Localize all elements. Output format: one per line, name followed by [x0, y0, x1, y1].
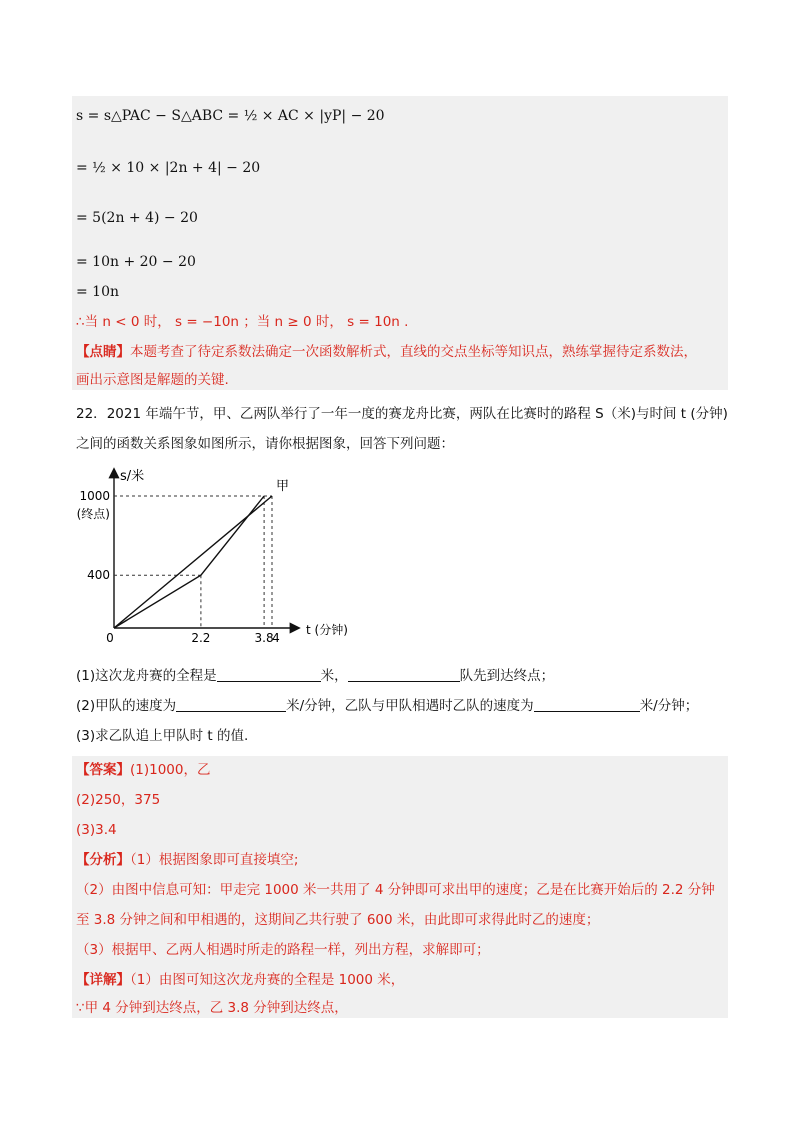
question-stem-line-2: 之间的函数关系图象如图所示，请你根据图象，回答下列问题：: [76, 436, 454, 452]
y-axis-label: s/米: [120, 469, 145, 484]
series-annotation-jia: 甲: [276, 479, 290, 494]
answer-line-2: (2)250，375: [76, 792, 161, 808]
detail-line-1: [76, 970, 404, 990]
analysis-line-4: （3）根据甲、乙两人相遇时所走的路程一样，列出方程，求解即可；: [76, 942, 490, 958]
formula-line: = 5(2n + 4) − 20: [76, 210, 198, 226]
x-axis-label: t (分钟): [306, 623, 348, 637]
sub2-middle: 米/分钟，乙队与甲队相遇时乙队的速度为: [286, 698, 534, 714]
analysis-line-2: （2）由图中信息可知：甲走完 1000 米一共用了 4 分钟即可求出甲的速度；乙是在比赛开始后的 2.2 分钟: [76, 882, 715, 898]
origin-label: 0: [106, 631, 114, 645]
x-tick-label: 2.2: [191, 631, 211, 645]
sub1-unit: 米，: [320, 668, 348, 684]
comment-line: [76, 342, 697, 362]
formula-line: = 10n: [76, 284, 120, 300]
detail-text-1: （1）由图可知这次龙舟赛的全程是 1000 米，: [130, 972, 405, 988]
sub2-prefix: (2)甲队的速度为: [76, 698, 177, 714]
sub2-suffix: 米/分钟；: [639, 698, 699, 714]
answer-blank-speed-yi[interactable]: [534, 697, 640, 712]
distance-time-chart: [76, 464, 380, 648]
answer-blank-distance[interactable]: [217, 667, 321, 682]
sub-question-2: [76, 696, 698, 716]
analysis-line-3: 至 3.8 分钟之间和甲相遇的，这期间乙共行驶了 600 米，由此即可求得此时乙的速度；: [76, 912, 600, 928]
comment-text: 本题考查了待定系数法确定一次函数解析式，直线的交点坐标等知识点，熟练掌握待定系数法，: [130, 344, 697, 360]
y-tick-label: 400: [87, 568, 110, 583]
answer-tag: 【答案】: [76, 762, 130, 778]
sub1-suffix: 队先到达终点；: [459, 668, 555, 684]
answer-line-3: (3)3.4: [76, 822, 117, 838]
analysis-line-1: [76, 850, 298, 870]
analysis-tag: 【分析】: [76, 852, 130, 868]
detail-line-2: ∵甲 4 分钟到达终点，乙 3.8 分钟到达终点，: [76, 1000, 348, 1016]
question-stem: [76, 404, 728, 424]
comment-tag: 【点睛】: [76, 344, 130, 360]
series-line-yi: [114, 496, 264, 628]
conclusion-line: ∴当 n < 0 时， s = −10n ；当 n ≥ 0 时， s = 10n .: [76, 314, 409, 330]
formula-line: s = s△PAC − S△ABC = ½ × AC × |yP| − 20: [76, 108, 385, 124]
sub-question-1: [76, 666, 554, 686]
answer-line-1: [76, 760, 210, 780]
formula-line: = ½ × 10 × |2n + 4| − 20: [76, 160, 261, 176]
formula-line: = 10n + 20 − 20: [76, 254, 196, 270]
answer-blank-speed-jia[interactable]: [176, 697, 286, 712]
sub1-prefix: (1)这次龙舟赛的全程是: [76, 668, 217, 684]
answer-blank-team[interactable]: [348, 667, 460, 682]
question-stem-line-1: 2021 年端午节，甲、乙两队举行了一年一度的赛龙舟比赛，两队在比赛时的路程 S（米)与时间 t (分钟): [106, 406, 728, 422]
y-tick-label: 1000: [79, 489, 110, 503]
sub-question-3: (3)求乙队追上甲队时 t 的值.: [76, 728, 249, 744]
detail-tag: 【详解】: [76, 972, 130, 988]
question-number: 22．: [76, 406, 107, 422]
x-tick-label: 4: [272, 631, 280, 645]
analysis-text-1: （1）根据图象即可直接填空;: [130, 852, 299, 868]
answer-1: (1)1000，乙: [130, 762, 211, 778]
comment-line-2: 画出示意图是解题的关键.: [76, 372, 229, 388]
finish-note-label: (终点): [76, 507, 110, 521]
x-tick-label: 3.8: [254, 631, 274, 645]
